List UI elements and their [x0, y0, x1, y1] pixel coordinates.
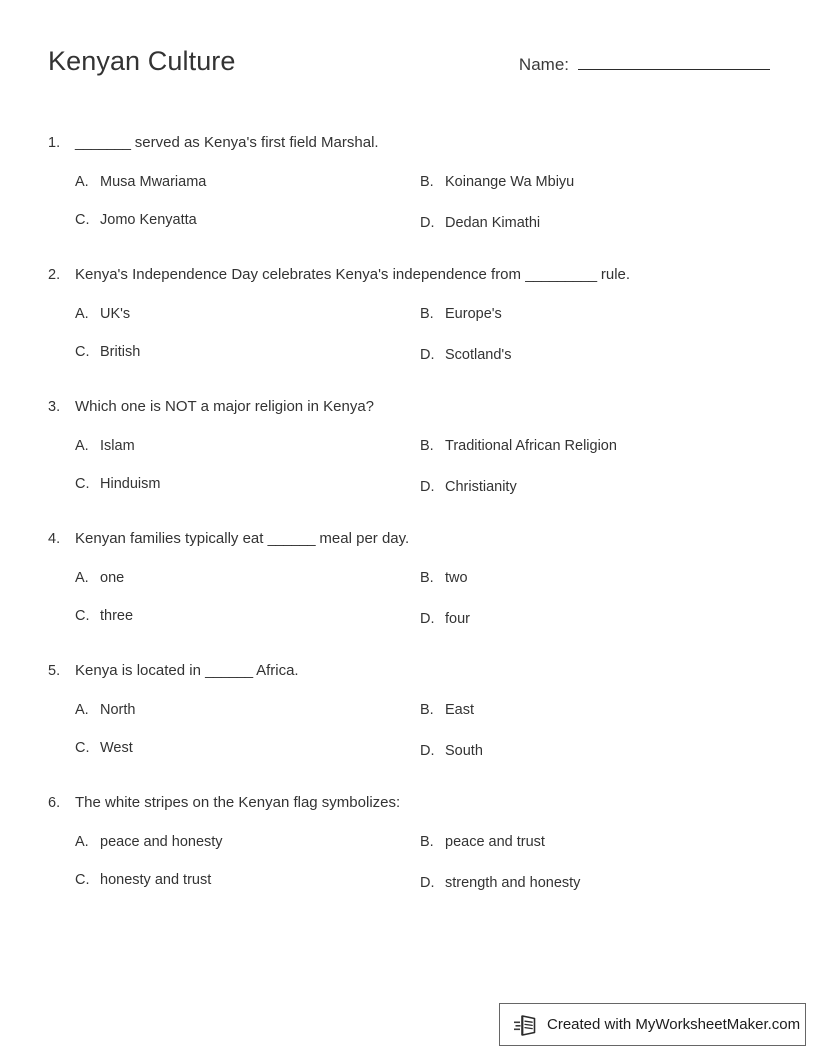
answer-option[interactable] [420, 568, 468, 588]
question-block [0, 790, 816, 922]
answer-option[interactable] [420, 873, 580, 893]
option-text: three [100, 608, 134, 624]
question-text-before-blank: Kenyan families typically eat [75, 530, 268, 547]
question-block [0, 658, 816, 790]
question-text-before-blank: Kenya is located in [75, 662, 206, 679]
option-letter: B. [420, 570, 434, 586]
answer-option[interactable] [75, 474, 160, 494]
question-stem-row [0, 658, 816, 688]
question-number: 1. [48, 135, 61, 151]
option-text: UK's [100, 306, 131, 322]
answer-option[interactable] [75, 172, 206, 192]
question-block [0, 130, 816, 262]
answer-blank[interactable]: _________ [525, 266, 597, 283]
option-letter: B. [420, 834, 434, 850]
option-letter: B. [420, 306, 434, 322]
question-block [0, 262, 816, 394]
question-stem-row [0, 130, 816, 160]
created-with-badge[interactable] [499, 1003, 806, 1046]
answer-option[interactable] [420, 832, 545, 852]
worksheet-maker-logo-icon [514, 1013, 540, 1037]
question-number: 3. [48, 399, 61, 415]
option-letter: A. [75, 702, 89, 718]
answer-option[interactable] [420, 436, 617, 456]
option-letter: C. [75, 344, 90, 360]
option-letter: C. [75, 608, 90, 624]
question-stem-row [0, 790, 816, 820]
question-text-after-blank: Africa. [252, 662, 299, 679]
answer-option[interactable] [420, 172, 574, 192]
answer-option[interactable] [75, 870, 211, 890]
answer-option[interactable] [420, 609, 470, 629]
question-block [0, 394, 816, 526]
option-letter: D. [420, 347, 435, 363]
answer-option[interactable] [420, 700, 474, 720]
option-text: Dedan Kimathi [445, 215, 541, 231]
option-letter: A. [75, 438, 89, 454]
option-text: North [100, 702, 136, 718]
option-letter: D. [420, 479, 435, 495]
name-input-line[interactable] [578, 54, 770, 70]
option-text: Scotland's [445, 347, 512, 363]
name-field-group [519, 54, 770, 76]
option-letter: A. [75, 174, 89, 190]
answer-option[interactable] [75, 738, 133, 758]
answer-option[interactable] [420, 304, 502, 324]
answer-option[interactable] [420, 345, 511, 365]
name-label: Name: [518, 55, 569, 74]
question-text-after-blank: served as Kenya's first field Marshal. [130, 134, 379, 151]
answer-blank[interactable]: _______ [75, 134, 131, 151]
question-stem-row [0, 394, 816, 424]
answer-option[interactable] [420, 741, 483, 761]
option-text: peace and honesty [100, 834, 223, 850]
question-text [75, 792, 776, 813]
answer-option[interactable] [75, 342, 140, 362]
question-text [75, 132, 776, 153]
option-text: Musa Mwariama [100, 174, 207, 190]
answer-option[interactable] [75, 436, 135, 456]
question-text-after-blank: meal per day. [315, 530, 410, 547]
option-text: Koinange Wa Mbiyu [445, 174, 575, 190]
option-letter: A. [75, 834, 89, 850]
answer-option[interactable] [75, 210, 197, 230]
option-letter: A. [75, 306, 89, 322]
created-with-label: Created with MyWorksheetMaker.com [547, 1015, 801, 1033]
question-number: 5. [48, 663, 61, 679]
question-text-after-blank: rule. [596, 266, 631, 283]
option-letter: B. [420, 438, 434, 454]
option-letter: A. [75, 570, 89, 586]
page-title: Kenyan Culture [48, 46, 236, 76]
option-letter: C. [75, 872, 90, 888]
answer-blank[interactable]: ______ [267, 530, 316, 547]
worksheet-header [48, 44, 770, 92]
option-text: two [445, 570, 468, 586]
option-letter: C. [75, 476, 90, 492]
option-letter: D. [420, 611, 435, 627]
option-letter: C. [75, 212, 90, 228]
question-number: 4. [48, 531, 61, 547]
option-text: West [100, 740, 133, 756]
question-text [75, 660, 776, 681]
question-number: 6. [48, 795, 61, 811]
answer-option[interactable] [75, 304, 130, 324]
option-text: East [445, 702, 475, 718]
option-text: Europe's [445, 306, 502, 322]
option-text: British [100, 344, 141, 360]
option-letter: B. [420, 174, 434, 190]
answer-option[interactable] [75, 700, 135, 720]
question-text [75, 264, 776, 285]
option-text: strength and honesty [445, 875, 581, 891]
option-letter: B. [420, 702, 434, 718]
option-text: honesty and trust [100, 872, 212, 888]
answer-option[interactable] [75, 606, 133, 626]
questions-list [0, 130, 816, 922]
option-text: Hinduism [100, 476, 161, 492]
option-letter: D. [420, 875, 435, 891]
answer-option[interactable] [75, 568, 124, 588]
question-number: 2. [48, 267, 61, 283]
answer-option[interactable] [75, 832, 223, 852]
option-text: Christianity [445, 479, 517, 495]
answer-blank[interactable]: ______ [205, 662, 253, 679]
question-text-before-blank: Which one is NOT a major religion in Kenya? [75, 398, 375, 415]
option-text: Jomo Kenyatta [100, 212, 197, 228]
answer-option[interactable] [420, 477, 517, 497]
option-text: Islam [100, 438, 135, 454]
question-stem-row [0, 262, 816, 292]
option-text: one [100, 570, 125, 586]
answer-option[interactable] [420, 213, 540, 233]
question-text [75, 396, 776, 417]
question-stem-row [0, 526, 816, 556]
question-block [0, 526, 816, 658]
option-text: peace and trust [445, 834, 545, 850]
option-text: Traditional African Religion [445, 438, 617, 454]
option-text: South [445, 743, 483, 759]
option-letter: D. [420, 215, 435, 231]
question-text-before-blank: Kenya's Independence Day celebrates Kenya's independence from [75, 266, 526, 283]
question-text [75, 528, 776, 549]
option-letter: D. [420, 743, 435, 759]
option-text: four [445, 611, 470, 627]
option-letter: C. [75, 740, 90, 756]
question-text-before-blank: The white stripes on the Kenyan flag symbolizes: [75, 794, 401, 811]
